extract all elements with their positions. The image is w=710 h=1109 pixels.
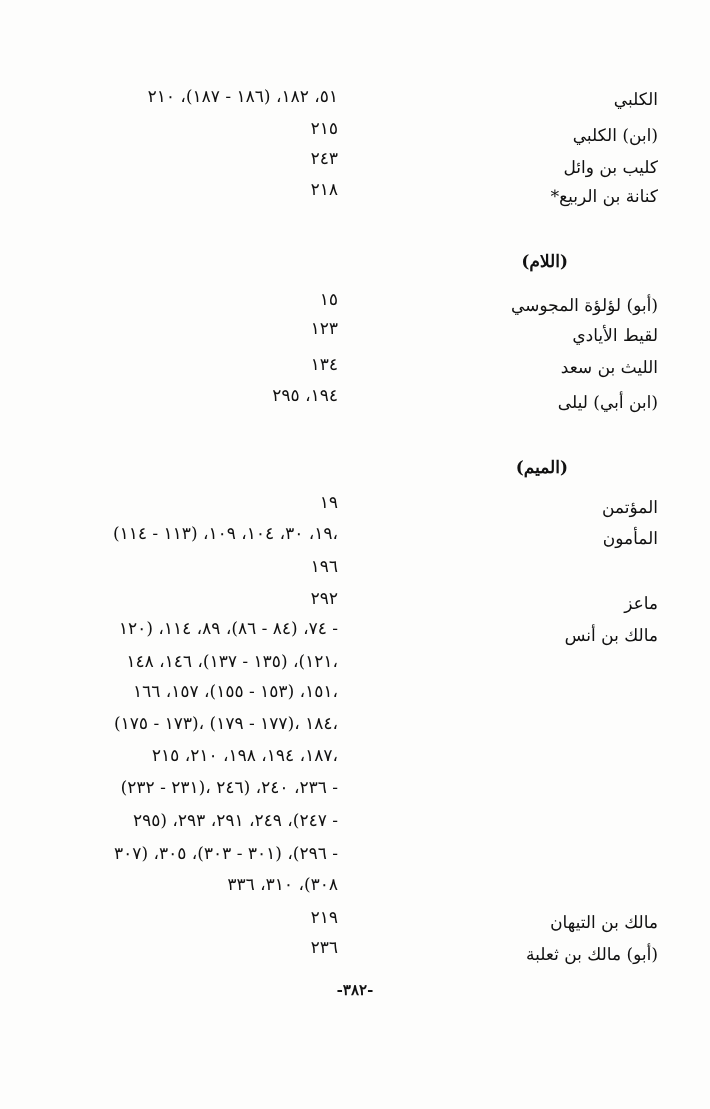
- page-number: -٣٨٢-: [336, 981, 374, 999]
- entry-pages: ٢١٨: [310, 180, 338, 200]
- entry-pages: ٧٤، (٨٤ - ٨٦)، ٨٩، ١١٤، (١٢٠ -: [118, 619, 338, 639]
- entry-name: كليب بن وائل: [563, 158, 658, 178]
- entry-pages: ٢٤٧)، ٢٤٩، ٢٩١، ٢٩٣، (٢٩٥ -: [132, 811, 338, 831]
- entry-name: مالك بن التيهان: [550, 913, 658, 933]
- entry-name: (أبو) لؤلؤة المجوسي: [510, 296, 658, 316]
- entry-name: ماعز: [624, 594, 658, 614]
- entry-name: الكلبي: [613, 90, 658, 110]
- entry-pages: ٢١٥: [310, 119, 338, 139]
- entry-pages: ١٨٧، ١٩٤، ١٩٨، ٢١٠، ٢١٥،: [151, 746, 338, 766]
- entry-pages: (٢٣١ - ٢٣٢)، ٢٣٦، ٢٤٠، (٢٤٦ -: [120, 778, 338, 798]
- section-heading: (اللام): [521, 252, 568, 272]
- entry-pages: ٣٠٨)، ٣١٠، ٣٣٦: [227, 875, 338, 895]
- entry-name: لقيط الأيادي: [572, 326, 658, 346]
- entry-pages: ١٥١، (١٥٣ - ١٥٥)، ١٥٧، ١٦٦،: [132, 682, 338, 702]
- entry-name: (ابن) الكلبي: [572, 126, 658, 146]
- entry-pages: ١٩٦: [310, 557, 338, 577]
- entry-name: (أبو) مالك بن ثعلبة: [526, 945, 658, 965]
- entry-pages: ٢٩٦)، (٣٠١ - ٣٠٣)، ٣٠٥، (٣٠٧ -: [114, 844, 338, 864]
- entry-pages: ١٥: [319, 290, 338, 310]
- entry-pages: ٢٤٣: [310, 149, 338, 169]
- entry-pages: ٢٩٢: [310, 589, 338, 609]
- entry-pages: ١٢١)، (١٣٥ - ١٣٧)، ١٤٦، ١٤٨،: [126, 652, 338, 672]
- entry-pages: ١٩، ٣٠، ١٠٤، ١٠٩، (١١٣ - ١١٤)،: [112, 524, 338, 544]
- entry-name: المؤتمن: [601, 498, 658, 518]
- entry-name: الليث بن سعد: [560, 358, 658, 378]
- entry-pages: ١٢٣: [310, 319, 338, 339]
- entry-name: مالك بن أنس: [564, 626, 658, 646]
- entry-name: (ابن أبي) ليلى: [557, 393, 658, 413]
- entry-pages: ١٣٤: [310, 355, 338, 375]
- entry-pages: ١٩٤، ٢٩٥: [272, 386, 338, 406]
- entry-pages: ٢١٩: [310, 908, 338, 928]
- entry-name: المأمون: [602, 529, 658, 549]
- entry-name: كنانة بن الربيع*: [550, 187, 658, 207]
- entry-pages: (١٧٣ - ١٧٥)، (١٧٧ - ١٧٩)، ١٨٤،: [114, 714, 338, 734]
- entry-pages: ١٩: [319, 493, 338, 513]
- entry-pages: ٢٣٦: [310, 938, 338, 958]
- section-heading: (الميم): [515, 458, 568, 478]
- entry-pages: ٥١، ١٨٢، (١٨٦ - ١٨٧)، ٢١٠: [147, 87, 338, 107]
